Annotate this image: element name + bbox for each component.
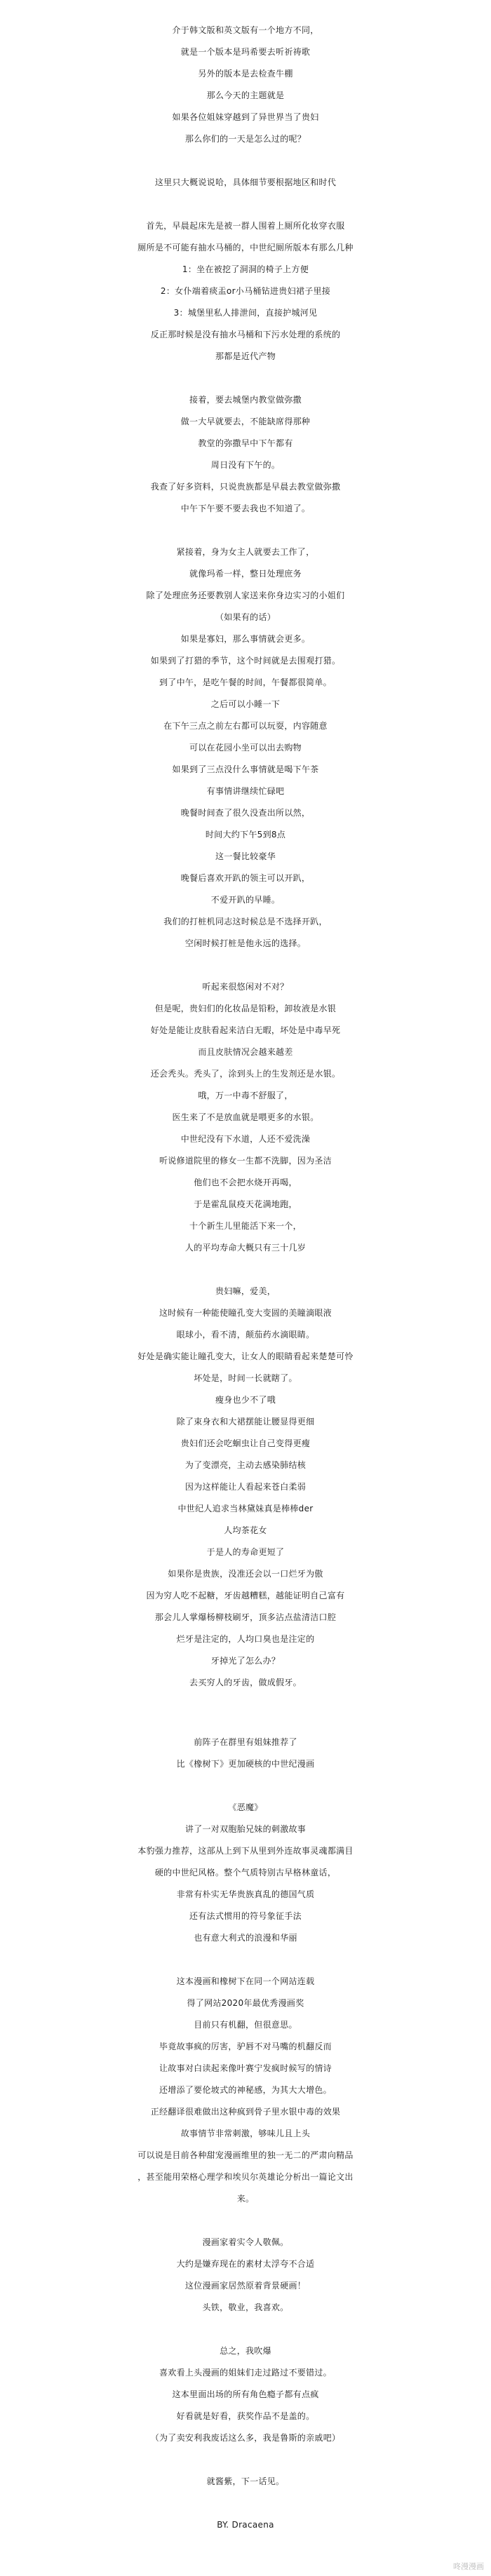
text-line: 眼球小，看不清，颠茄药水滴眼睛。 xyxy=(176,1330,315,1340)
text-line: 正经翻译很难做出这种疯到骨子里水银中毒的效果 xyxy=(150,2107,341,2117)
text-line: 牙掉光了怎么办？ xyxy=(210,1656,281,1666)
text-line: ，甚至能用荣格心理学和埃贝尔英雄论分析出一篇论文出 xyxy=(137,2172,354,2182)
translator-note-document xyxy=(0,20,491,2536)
text-line: 讲了一对双胞胎兄妹的刺激故事 xyxy=(184,1824,307,1834)
text-line: 中世纪人追求当林黛妹真是棒棒der xyxy=(177,1504,314,1513)
text-line: 前阵子在群里有姐妹推荐了 xyxy=(194,1737,297,1747)
text-line: 《恶魔》 xyxy=(228,1802,263,1812)
paragraph-gap xyxy=(0,1949,491,1971)
paragraph-gap xyxy=(0,2449,491,2471)
paragraph-8 xyxy=(0,1732,491,1775)
text-line: 于是霍乱鼠疫天花满地跑， xyxy=(194,1199,297,1209)
text-line: 3：城堡里私人排泄间，直接护城河见 xyxy=(173,308,318,318)
watermark: 咚漫漫画 xyxy=(453,2562,484,2571)
text-line: （如果有的话） xyxy=(215,612,276,622)
paragraph-13 xyxy=(0,2471,491,2493)
text-line: 如果是寡妇，那么事情就会更多。 xyxy=(180,634,311,644)
text-line: 时间大约下午5到8点 xyxy=(205,830,286,839)
text-line: 目前只有机翻，但很意思。 xyxy=(194,2020,297,2030)
text-line: BY. Dracaena xyxy=(217,2520,274,2530)
text-line: 故事情节非常刺激，够味儿且上头 xyxy=(180,2129,311,2138)
text-line: 听起来很悠闲对不对？ xyxy=(202,982,289,992)
text-line: 有事情讲继续忙碌吧 xyxy=(206,786,285,796)
paragraph-6 xyxy=(0,976,491,1259)
text-line: 漫画家着实令人敬佩。 xyxy=(202,2237,289,2247)
text-line: 毕竟故事疯的厉害，驴唇不对马嘴的机翻反而 xyxy=(159,2042,332,2051)
text-line: 头铁，敬业，我喜欢。 xyxy=(202,2302,289,2312)
paragraph-gap xyxy=(0,1775,491,1797)
text-line: 就像玛希一样，整日处理庶务 xyxy=(189,569,302,579)
text-line: 如果到了打猎的季节，这个时间就是去围观打猎。 xyxy=(150,656,341,666)
text-line: 这里只大概说说哈，具体细节要根据地区和时代 xyxy=(154,177,337,187)
text-line: 贵妇们还会吃蛔虫让自己变得更瘦 xyxy=(180,1438,311,1448)
text-line: 另外的版本是去检查牛棚 xyxy=(198,69,293,79)
text-line: 还有法式惯用的符号象征手法 xyxy=(189,1911,302,1921)
paragraph-gap xyxy=(0,955,491,976)
text-line: 这本漫画和橡树下在同一个网站连载 xyxy=(176,1976,315,1986)
text-line: 如果到了三点没什么事情就是喝下午茶 xyxy=(172,764,319,774)
text-line: 人均茶花女 xyxy=(224,1525,267,1535)
text-line: 在下午三点之前左右都可以玩耍，内容随意 xyxy=(163,721,328,731)
paragraph-5 xyxy=(0,541,491,955)
paragraph-2 xyxy=(0,172,491,194)
text-line: 哦，万一中毒不舒服了， xyxy=(198,1091,293,1100)
text-line: 那会儿人掌爆杨柳枝刷牙，顶多沾点盐清洁口腔 xyxy=(154,1612,337,1622)
text-line: 晚餐时间查了很久没查出所以然， xyxy=(180,808,311,818)
text-line: 好处是能让皮肤看起来洁白无暇，坏处是中毒早死 xyxy=(150,1025,341,1035)
paragraph-4 xyxy=(0,389,491,520)
text-line: 去买穷人的牙齿，做成假牙。 xyxy=(189,1678,302,1687)
text-line: 可以说是目前各种甜宠漫画维里的独一无二的严肃向精品 xyxy=(137,2150,354,2160)
paragraph-10 xyxy=(0,1971,491,2210)
paragraph-11 xyxy=(0,2232,491,2319)
text-line: 本豹强力推荐，这部从上到下从里到外连故事灵魂都满目 xyxy=(137,1846,354,1856)
paragraph-gap xyxy=(0,1694,491,1732)
paragraph-14 xyxy=(0,2514,491,2536)
text-line: 如果各位姐妹穿越到了异世界当了贵妇 xyxy=(172,112,319,122)
text-line: 得了网站2020年最优秀漫画奖 xyxy=(187,1998,304,2008)
text-line: 也有意大利式的浪漫和华丽 xyxy=(194,1933,297,1943)
text-line: 喜欢看上头漫画的姐妹们走过路过不要错过。 xyxy=(159,2368,332,2378)
text-line: 十个新生儿里能活下来一个， xyxy=(189,1221,302,1231)
text-line: 这本里面出场的所有角色瘾子都有点疯 xyxy=(172,2389,319,2399)
text-line: 那么你们的一天是怎么过的呢？ xyxy=(184,134,307,144)
paragraph-gap xyxy=(0,520,491,541)
text-line: 而且皮肤情况会越来越差 xyxy=(198,1047,293,1057)
text-line: 不爱开趴的早睡。 xyxy=(210,895,281,905)
text-line: 这一餐比较豪华 xyxy=(215,851,276,861)
paragraph-gap xyxy=(0,2210,491,2232)
text-line: 紧接着，身为女主人就要去工作了， xyxy=(176,547,315,557)
text-line: 听说修道院里的修女一生都不洗脚，因为圣洁 xyxy=(159,1156,332,1166)
paragraph-gap xyxy=(0,2319,491,2340)
text-line: 那都是近代产物 xyxy=(215,351,276,361)
paragraph-1 xyxy=(0,20,491,150)
paragraph-gap xyxy=(0,194,491,215)
text-line: 为了变漂亮，主动去感染肺结核 xyxy=(184,1460,307,1470)
text-line: 那么今天的主题就是 xyxy=(206,90,285,100)
text-line: 如果你是贵族，没准还会以一口烂牙为傲 xyxy=(168,1569,323,1579)
text-line: 就酱紫，下一话见。 xyxy=(206,2476,285,2486)
text-line: 这时候有一种能使瞳孔变大变圆的美瞳滴眼液 xyxy=(159,1308,332,1318)
text-line: 因为穷人吃不起糖，牙齿越糟糕，越能证明自己富有 xyxy=(146,1591,345,1600)
text-line: 还会秃头。秃头了，涂到头上的生发剂还是水银。 xyxy=(150,1069,341,1079)
text-line: 坏处是，时间一长就瞎了。 xyxy=(194,1373,297,1383)
text-line: 可以在花园小坐可以出去购物 xyxy=(189,743,302,753)
text-line: 2：女仆端着痰盂or小马桶钻进贵妇裙子里接 xyxy=(160,286,331,296)
text-line: 接着，要去城堡内教堂做弥撒 xyxy=(189,395,302,405)
text-line: 来。 xyxy=(236,2194,255,2204)
paragraph-gap xyxy=(0,367,491,389)
text-line: 好看就是好看，获奖作品不是盖的。 xyxy=(176,2411,315,2421)
text-line: 因为这样能让人看起来苍白柔弱 xyxy=(184,1482,307,1492)
text-line: 除了处理庶务还要教别人家送来你身边实习的小姐们 xyxy=(146,591,345,600)
paragraph-12 xyxy=(0,2340,491,2449)
text-line: 他们也不会把水烧开再喝， xyxy=(194,1178,297,1187)
text-line: 烂牙是注定的，人均口臭也是注定的 xyxy=(176,1634,315,1644)
paragraph-7 xyxy=(0,1281,491,1694)
text-line: 我查了好多资料，只说贵族都是早晨去教堂做弥撒 xyxy=(150,482,341,492)
text-line: 这位漫画家居然原着背景硬画！ xyxy=(184,2281,307,2291)
text-line: 反正那时候是没有抽水马桶和下污水处理的系统的 xyxy=(150,330,341,339)
text-line: 人的平均寿命大概只有三十几岁 xyxy=(184,1243,307,1253)
text-line: 做一大早就要去，不能缺席得那种 xyxy=(180,417,311,426)
text-line: 比《橡树下》更加硬核的中世纪漫画 xyxy=(176,1759,315,1769)
paragraph-gap xyxy=(0,1259,491,1281)
text-line: 厕所是不可能有抽水马桶的，中世纪厕所版本有那么几种 xyxy=(137,243,354,252)
text-line: 但是呢，贵妇们的化妆品是铅粉，卸妆液是水银 xyxy=(154,1004,337,1013)
text-line: 好处是确实能让瞳孔变大，让女人的眼睛看起来楚楚可怜 xyxy=(137,1351,354,1361)
text-line: 中午下午要不要去我也不知道了。 xyxy=(180,504,311,513)
text-line: 硬的中世纪风格。整个气质特别古早格林童话， xyxy=(154,1868,337,1877)
text-line: （为了卖安利我废话这么多，我是鲁斯的亲戚吧） xyxy=(150,2433,341,2443)
text-line: 首先，早晨起床先是被一群人围着上厕所化妆穿衣服 xyxy=(146,221,345,231)
text-line: 教堂的弥撒早中下午都有 xyxy=(198,438,293,448)
paragraph-gap xyxy=(0,150,491,172)
paragraph-3 xyxy=(0,215,491,367)
text-line: 晚餐后喜欢开趴的领主可以开趴， xyxy=(180,873,311,883)
paragraph-gap xyxy=(0,2493,491,2514)
text-line: 到了中午，是吃午餐的时间，午餐都很简单。 xyxy=(159,677,332,687)
text-line: 就是一个版本是玛希要去听祈祷歌 xyxy=(180,47,311,57)
text-line: 之后可以小睡一下 xyxy=(210,699,281,709)
text-line: 还增添了要伦坡式的神秘感，为其大大增色。 xyxy=(159,2085,332,2095)
text-line: 空闲时候打桩是他永远的选择。 xyxy=(184,938,307,948)
text-line: 中世纪没有下水道，人还不爱洗澡 xyxy=(180,1134,311,1144)
text-line: 除了束身衣和大裙摆能让腰显得更细 xyxy=(176,1417,315,1427)
text-line: 于是人的寿命更短了 xyxy=(206,1547,285,1557)
paragraph-9 xyxy=(0,1797,491,1949)
text-line: 瘦身也少不了哦 xyxy=(215,1395,276,1405)
text-line: 贵妇嘛，爱美， xyxy=(215,1286,276,1296)
text-line: 总之，我吹爆 xyxy=(220,2346,271,2356)
text-line: 医生来了不是放血就是喂更多的水银。 xyxy=(172,1112,319,1122)
text-line: 周日没有下午的。 xyxy=(210,460,281,470)
text-line: 让故事对白读起来像叶赛宁发疯时候写的情诗 xyxy=(159,2063,332,2073)
text-line: 非常有朴实无华贵族真乱的德国气质 xyxy=(176,1889,315,1899)
text-line: 大约是嫌弃现在的素材太浮夸不合适 xyxy=(176,2259,315,2269)
text-line: 1：坐在被挖了洞洞的椅子上方便 xyxy=(182,264,309,274)
text-line: 我们的打桩机同志这时候总是不选择开趴， xyxy=(163,917,328,926)
text-line: 介于韩文版和英文版有一个地方不同， xyxy=(172,25,319,35)
